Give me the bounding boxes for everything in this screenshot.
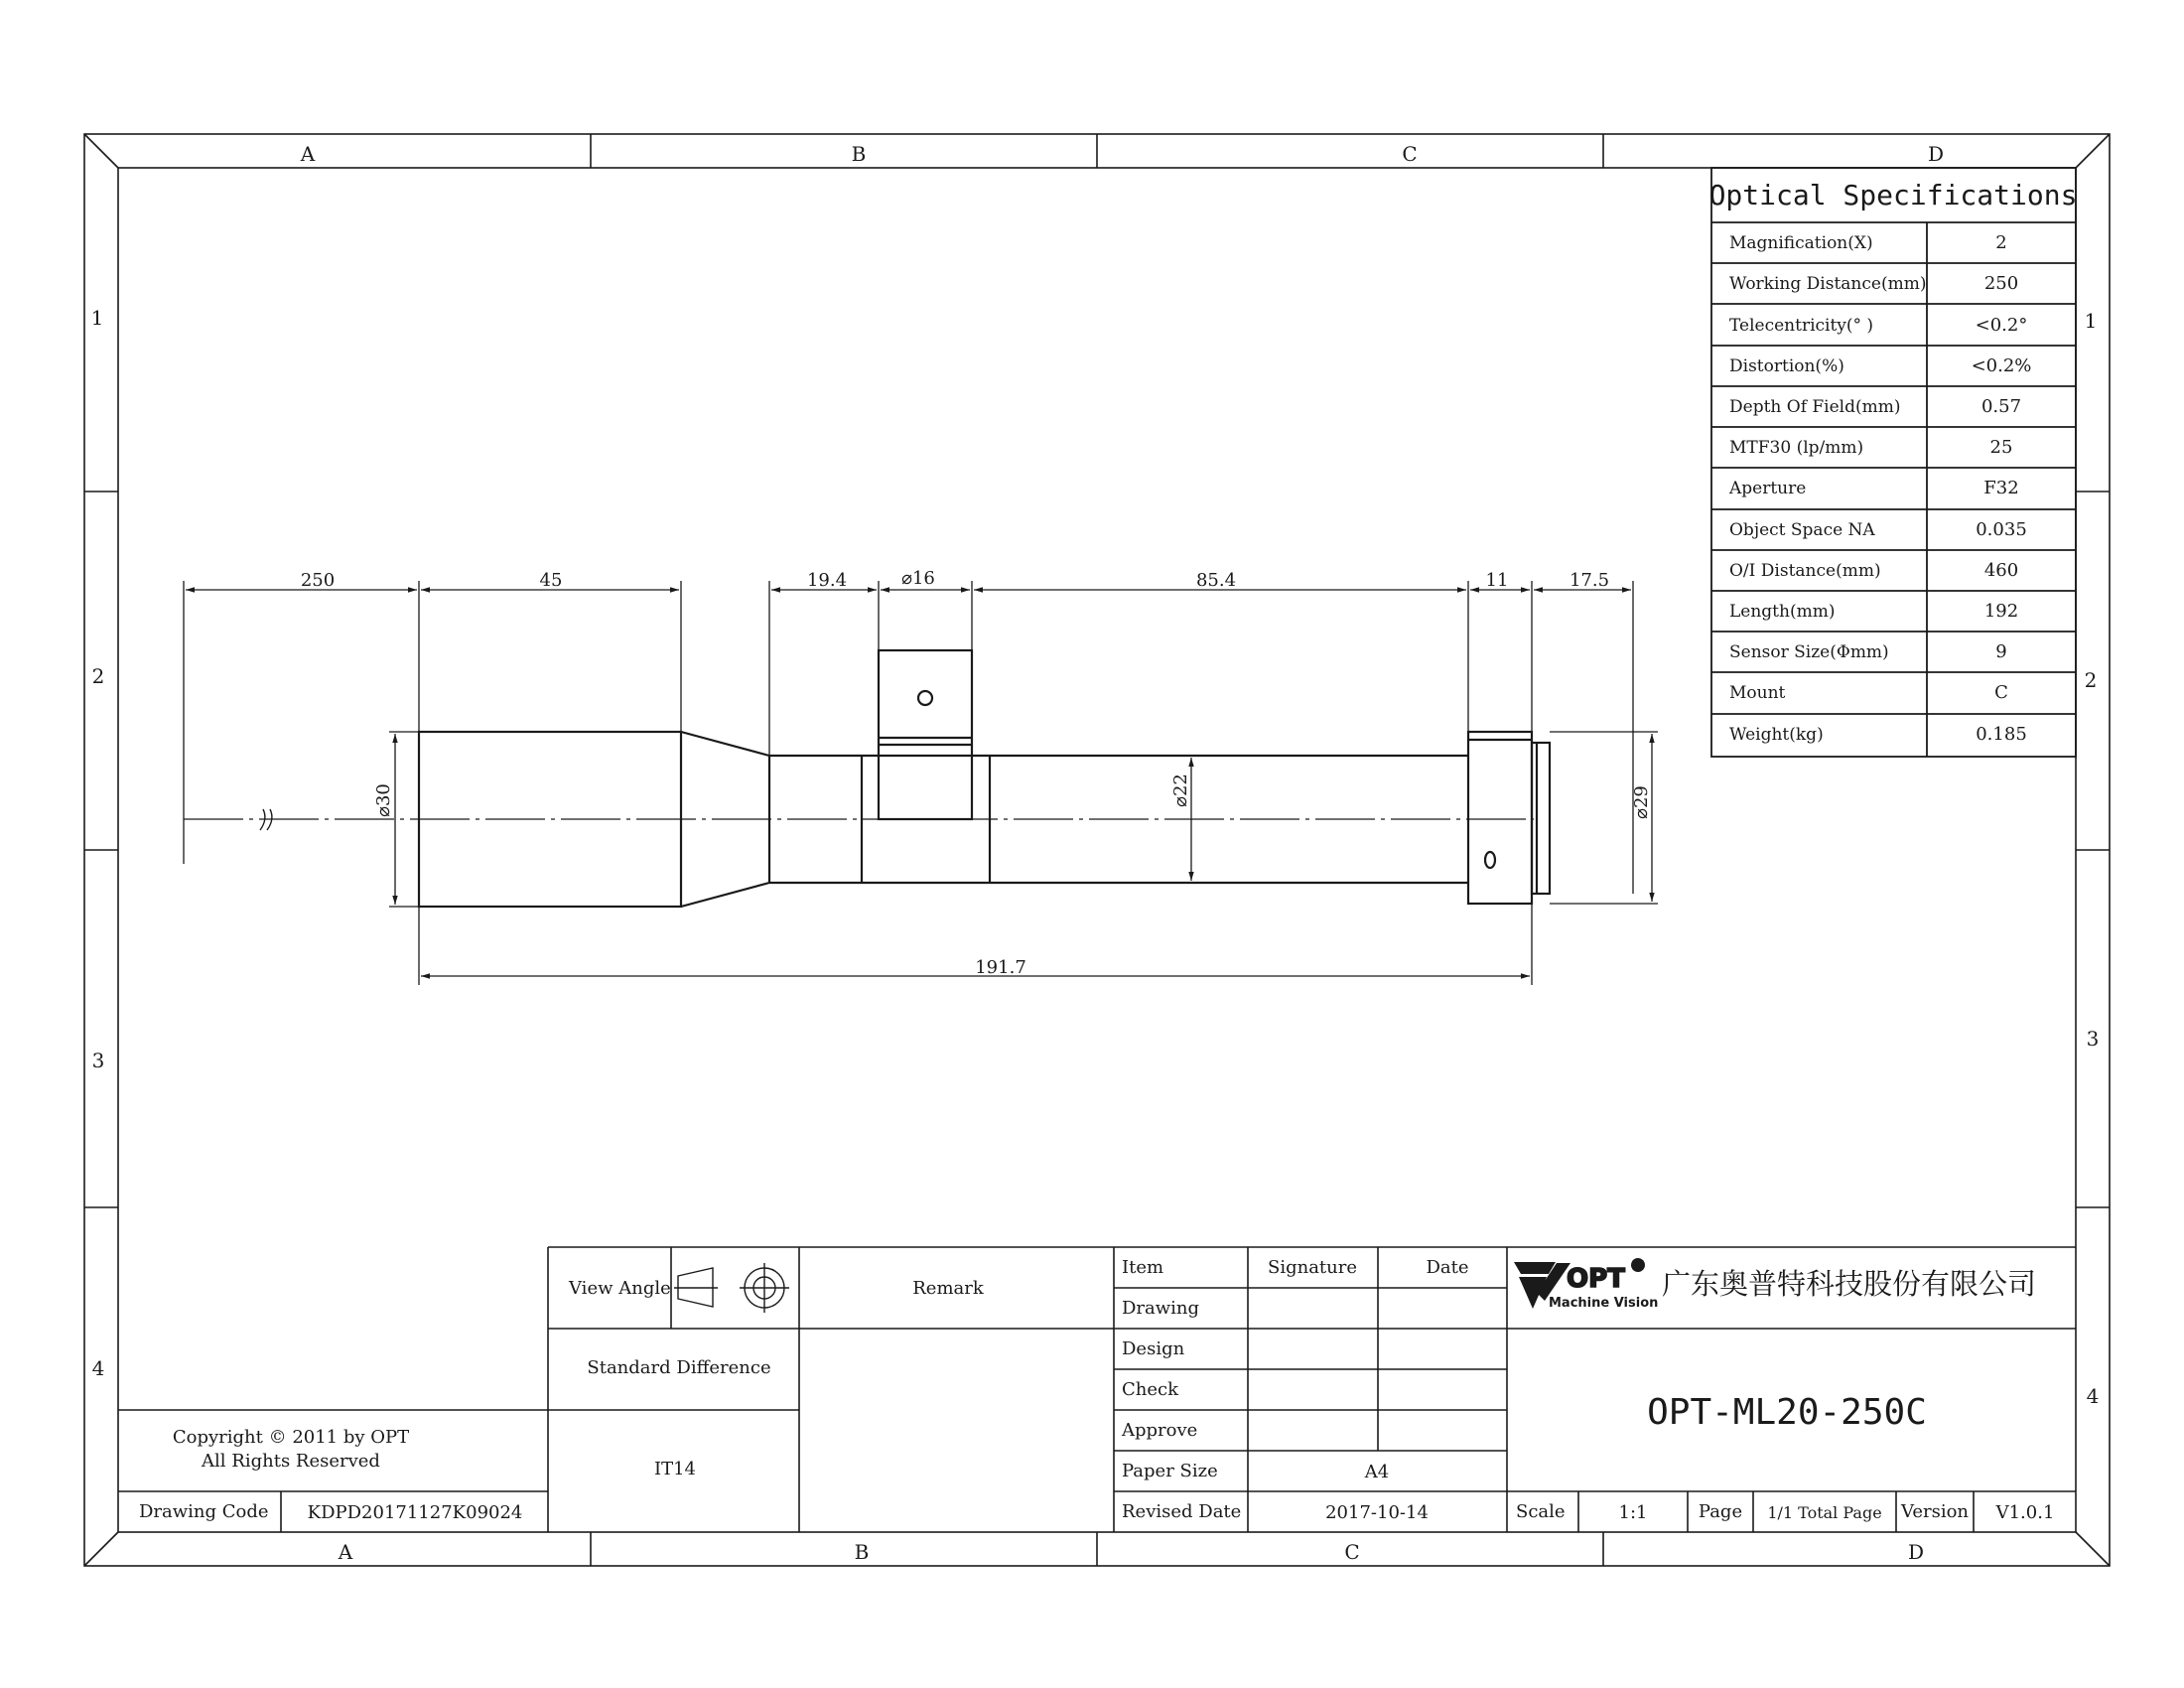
row-label-left: 4 — [91, 1356, 105, 1380]
c-mount-flange — [1532, 743, 1550, 894]
spec-value: 192 — [1983, 601, 2019, 622]
port-screw — [918, 691, 932, 705]
page-label: Page — [1698, 1501, 1743, 1522]
row-label-left: 1 — [90, 306, 104, 330]
spec-label: Aperture — [1729, 479, 1807, 498]
spec-label: Depth Of Field(mm) — [1729, 397, 1901, 417]
column-label-top: A — [300, 142, 316, 166]
spec-label: Weight(kg) — [1729, 725, 1824, 745]
title-block — [118, 1247, 2076, 1532]
spec-value: 250 — [1983, 273, 2019, 294]
spec-table-title: Optical Specifications — [1708, 179, 2078, 211]
dim-mount-length: 17.5 — [1569, 570, 1610, 591]
item-label: Item — [1122, 1257, 1164, 1278]
spec-label: Object Space NA — [1729, 520, 1875, 540]
logo-text: OPT — [1567, 1264, 1625, 1294]
spec-value: C — [1994, 682, 2008, 703]
spec-value: 0.185 — [1976, 724, 2027, 745]
spec-label: Telecentricity(° ) — [1729, 316, 1874, 336]
column-label-bottom: C — [1344, 1540, 1360, 1564]
spec-value: <0.2% — [1971, 355, 2032, 376]
column-label-top: C — [1402, 142, 1418, 166]
spec-value: 460 — [1983, 560, 2019, 581]
spec-label: Length(mm) — [1729, 602, 1836, 622]
date-label: Date — [1426, 1257, 1469, 1278]
row-label-right: 1 — [2084, 309, 2098, 333]
column-label-top: B — [851, 142, 867, 166]
spec-label: Working Distance(mm) — [1729, 274, 1927, 294]
column-label-top: D — [1927, 142, 1945, 166]
drawing-code-label: Drawing Code — [139, 1501, 269, 1522]
paper-size-value: A4 — [1364, 1462, 1390, 1482]
sheet-border — [84, 134, 2110, 1566]
view-angle-label: View Angle — [569, 1278, 671, 1299]
taper-edge — [681, 732, 769, 756]
column-label-bottom: D — [1907, 1540, 1925, 1564]
copyright-line: All Rights Reserved — [202, 1451, 380, 1472]
check-label: Check — [1122, 1379, 1179, 1400]
design-label: Design — [1122, 1338, 1185, 1359]
revised-date-label: Revised Date — [1122, 1501, 1242, 1522]
spec-value: F32 — [1983, 478, 2019, 498]
scale-label: Scale — [1516, 1501, 1566, 1522]
optical-spec-table — [1709, 168, 2078, 757]
spec-label: Sensor Size(Φmm) — [1729, 642, 1889, 662]
tolerance-value: IT14 — [653, 1459, 697, 1479]
revised-date-value: 2017-10-14 — [1325, 1502, 1429, 1523]
part-number: OPT-ML20-250C — [1647, 1392, 1927, 1433]
rear-ring — [1468, 732, 1532, 904]
row-label-left: 2 — [91, 664, 105, 688]
dim-working-distance: 250 — [300, 570, 336, 591]
spec-value: 25 — [1989, 437, 2013, 458]
column-label-bottom: B — [854, 1540, 870, 1564]
row-label-right: 4 — [2086, 1384, 2100, 1408]
paper-size-label: Paper Size — [1122, 1461, 1218, 1481]
dim-tube-length: 85.4 — [1195, 570, 1237, 591]
standard-difference-label: Standard Difference — [587, 1357, 771, 1378]
dim-front-diameter: ⌀30 — [373, 783, 394, 817]
total-page-value: 1/1 Total Page — [1767, 1503, 1882, 1522]
version-value: V1.0.1 — [1995, 1502, 2055, 1523]
spec-label: O/I Distance(mm) — [1729, 561, 1881, 581]
dim-mid-length: 19.4 — [806, 570, 848, 591]
version-label: Version — [1900, 1501, 1970, 1522]
remark-label: Remark — [912, 1278, 984, 1299]
scale-value: 1:1 — [1618, 1502, 1648, 1523]
spec-value: 9 — [1995, 641, 2007, 662]
dim-ring-length: 11 — [1485, 570, 1509, 591]
company-name: 广东奥普特科技股份有限公司 — [1662, 1267, 2037, 1301]
row-label-left: 3 — [91, 1049, 105, 1072]
copyright-line: Copyright © 2011 by OPT — [172, 1427, 410, 1448]
spec-value: 0.035 — [1976, 519, 2027, 540]
row-label-right: 3 — [2086, 1027, 2100, 1051]
spec-label: MTF30 (lp/mm) — [1729, 438, 1864, 458]
lens-drawing — [184, 568, 1658, 985]
opt-logo — [1514, 1258, 1658, 1311]
dim-front-length: 45 — [539, 570, 563, 591]
spec-value: 2 — [1995, 232, 2007, 253]
dim-total-length: 191.7 — [975, 957, 1026, 978]
column-label-bottom: A — [338, 1540, 353, 1564]
projection-symbol-icon — [674, 1263, 789, 1313]
dim-port-diameter: ⌀16 — [901, 568, 935, 589]
approve-label: Approve — [1122, 1420, 1198, 1441]
spec-label: Magnification(X) — [1729, 233, 1873, 253]
spec-label: Distortion(%) — [1729, 356, 1844, 376]
spec-label: Mount — [1729, 683, 1786, 703]
coaxial-port — [879, 650, 972, 819]
spec-value: <0.2° — [1975, 315, 2028, 336]
drawing-label: Drawing — [1122, 1298, 1200, 1319]
row-label-right: 2 — [2084, 668, 2098, 692]
dim-tube-diameter: ⌀22 — [1170, 774, 1191, 807]
signature-label: Signature — [1267, 1257, 1358, 1278]
taper-edge — [681, 883, 769, 907]
logo-subtext: Machine Vision — [1549, 1296, 1659, 1311]
spec-value: 0.57 — [1980, 396, 2022, 417]
drawing-code-value: KDPD20171127K09024 — [307, 1502, 523, 1523]
ring-screw — [1485, 852, 1495, 868]
dim-rear-diameter: ⌀29 — [1631, 785, 1652, 819]
